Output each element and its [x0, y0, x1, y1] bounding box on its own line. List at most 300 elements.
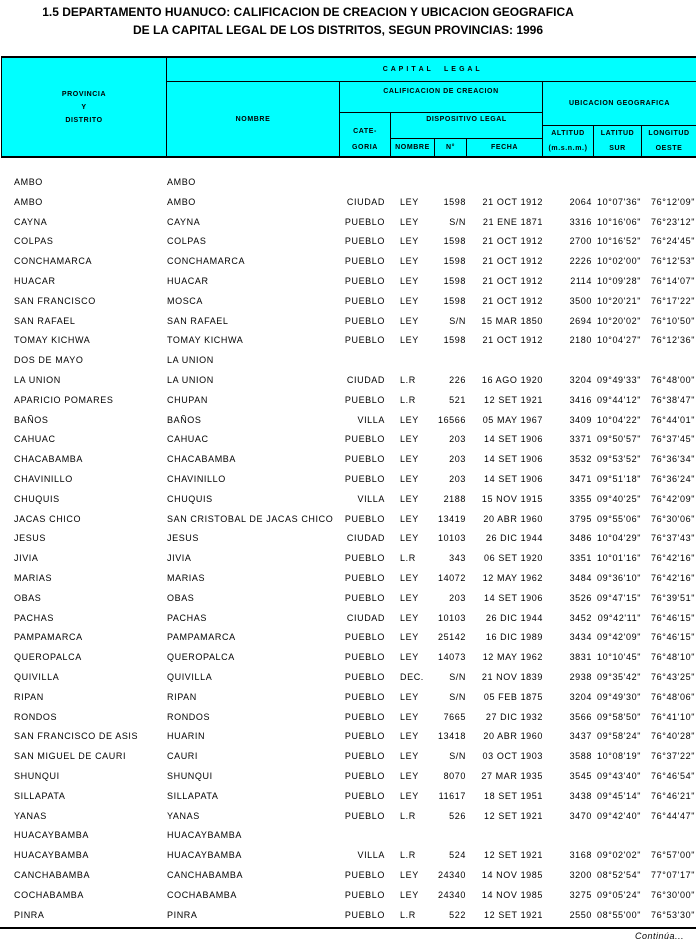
cell-latitud: 10°09'28"	[597, 276, 641, 286]
cell-categoria: PUEBLO	[344, 335, 385, 346]
cell-fecha: 26 DIC 1944	[485, 612, 543, 623]
cell-dispositivo-nombre: LEY	[400, 592, 419, 603]
cell-capital-nombre: LA UNION	[167, 375, 214, 385]
cell-fecha: 16 AGO 1920	[481, 375, 543, 385]
cell-capital-nombre: CHAVINILLO	[167, 474, 226, 484]
cell-categoria: PUEBLO	[344, 454, 385, 465]
cell-latitud: 10°01'16"	[597, 553, 641, 564]
cell-longitud: 76°14'07"	[651, 276, 695, 286]
cell-capital-nombre: BAÑOS	[167, 414, 202, 425]
cell-altitud: 3438	[569, 790, 592, 801]
cell-provincia-distrito: HUACAYBAMBA	[14, 830, 89, 841]
cell-categoria: PUEBLO	[344, 295, 385, 306]
cell-capital-nombre: CHUQUIS	[167, 493, 213, 504]
cell-longitud: 76°30'06"	[651, 513, 695, 524]
cell-provincia-distrito: CHAVINILLO	[14, 474, 73, 484]
cell-altitud: 3532	[569, 454, 592, 465]
cell-longitud: 76°48'10"	[651, 652, 695, 663]
cell-provincia-distrito: SHUNQUI	[14, 771, 60, 781]
cell-dispositivo-numero: 8070	[443, 771, 466, 781]
table-row	[0, 510, 696, 528]
header-nombre: NOMBRE	[166, 81, 339, 156]
cell-categoria: VILLA	[357, 414, 385, 425]
cell-provincia-distrito: YANAS	[14, 810, 47, 821]
cell-latitud: 08°55'00"	[597, 909, 641, 920]
cell-categoria: PUEBLO	[344, 889, 385, 900]
cell-categoria: PUEBLO	[344, 810, 385, 821]
cell-altitud: 2180	[569, 335, 592, 346]
cell-latitud: 09°43'40"	[597, 771, 641, 781]
cell-dispositivo-numero: S/N	[449, 751, 466, 762]
cell-dispositivo-nombre: LEY	[400, 196, 419, 207]
continua-note: Continúa...	[634, 931, 684, 941]
cell-fecha: 14 NOV 1985	[481, 870, 543, 880]
cell-provincia-distrito: APARICIO POMARES	[14, 394, 114, 405]
cell-capital-nombre: RIPAN	[167, 691, 197, 702]
header-latitud-sub: SUR	[609, 145, 626, 152]
cell-dispositivo-nombre: LEY	[400, 493, 419, 504]
cell-latitud: 09°40'25"	[597, 493, 641, 504]
cell-dispositivo-nombre: LEY	[400, 276, 419, 286]
table-row	[0, 628, 696, 646]
cell-categoria: CIUDAD	[346, 375, 385, 385]
cell-altitud: 2226	[569, 256, 592, 267]
cell-capital-nombre: CANCHABAMBA	[167, 870, 244, 880]
cell-dispositivo-numero: 1598	[443, 295, 466, 306]
header-altitud-label: ALTITUD	[551, 130, 585, 137]
header-ubicacion: UBICACION GEOGRAFICA	[542, 81, 696, 125]
table-row	[0, 490, 696, 508]
header-dispositivo: DISPOSITIVO LEGAL	[390, 112, 542, 138]
cell-provincia-distrito: COLPAS	[14, 236, 54, 247]
title-line-1: 1.5 DEPARTAMENTO HUANUCO: CALIFICACION DE CREACION Y UBICACION GEOGRAFICA	[42, 5, 574, 19]
cell-latitud: 08°52'54"	[597, 870, 641, 880]
cell-dispositivo-numero: 10103	[437, 612, 466, 623]
cell-dispositivo-nombre: LEY	[400, 256, 419, 267]
cell-dispositivo-nombre: LEY	[400, 632, 419, 643]
cell-fecha: 14 SET 1906	[484, 434, 543, 445]
cell-capital-nombre: COCHABAMBA	[167, 889, 238, 900]
cell-capital-nombre: COLPAS	[167, 236, 207, 247]
cell-fecha: 27 MAR 1935	[481, 771, 543, 781]
cell-fecha: 12 SET 1921	[484, 810, 543, 821]
cell-longitud: 76°24'45"	[651, 236, 695, 247]
cell-fecha: 20 ABR 1960	[483, 731, 543, 742]
cell-dispositivo-nombre: LEY	[400, 751, 419, 762]
header-goria-label: GORIA	[352, 143, 378, 151]
cell-categoria: VILLA	[357, 493, 385, 504]
cell-categoria: PUEBLO	[344, 276, 385, 286]
cell-categoria: PUEBLO	[344, 672, 385, 682]
header-provincia-label: PROVINCIA	[61, 90, 107, 98]
cell-categoria: PUEBLO	[344, 513, 385, 524]
cell-fecha: 14 SET 1906	[484, 474, 543, 484]
cell-altitud: 2938	[569, 672, 592, 682]
cell-longitud: 76°53'30"	[651, 909, 695, 920]
cell-dispositivo-numero: S/N	[449, 672, 466, 682]
cell-altitud: 3275	[569, 889, 592, 900]
cell-provincia-distrito: AMBO	[14, 177, 43, 187]
cell-longitud: 76°57'00"	[651, 850, 695, 861]
cell-provincia-distrito: SAN RAFAEL	[14, 315, 76, 326]
table-row	[0, 411, 696, 429]
cell-categoria: PUEBLO	[344, 256, 385, 267]
footer-rule	[0, 927, 696, 929]
cell-longitud: 77°07'17"	[651, 870, 695, 880]
table-row	[0, 727, 696, 745]
cell-altitud: 3526	[569, 592, 592, 603]
cell-capital-nombre: MOSCA	[167, 295, 204, 306]
cell-fecha: 05 MAY 1967	[482, 414, 543, 425]
cell-capital-nombre: CHACABAMBA	[167, 454, 237, 465]
cell-categoria: PUEBLO	[344, 751, 385, 762]
cell-altitud: 3200	[569, 870, 592, 880]
cell-latitud: 09°51'18"	[597, 474, 641, 484]
cell-fecha: 05 FEB 1875	[483, 691, 543, 702]
cell-provincia-distrito: CHACABAMBA	[14, 454, 84, 465]
table-row	[0, 272, 696, 290]
cell-longitud: 76°48'06"	[651, 691, 695, 702]
cell-dispositivo-numero: 16566	[437, 414, 466, 425]
cell-provincia-distrito: CHUQUIS	[14, 493, 60, 504]
cell-capital-nombre: CAHUAC	[167, 434, 209, 445]
cell-longitud: 76°38'47"	[651, 394, 695, 405]
cell-fecha: 15 NOV 1915	[481, 493, 543, 504]
cell-dispositivo-nombre: LEY	[400, 236, 419, 247]
header-fecha: FECHA	[466, 138, 542, 156]
cell-latitud: 09°55'06"	[597, 513, 641, 524]
cell-provincia-distrito: DOS DE MAYO	[14, 355, 84, 366]
cell-dispositivo-numero: 203	[449, 592, 466, 603]
cell-categoria: PUEBLO	[344, 771, 385, 781]
cell-altitud: 3204	[569, 691, 592, 702]
cell-dispositivo-numero: 10103	[437, 533, 466, 544]
cell-longitud: 76°40'28"	[651, 731, 695, 742]
cell-capital-nombre: PINRA	[167, 909, 198, 920]
cell-latitud: 09°53'52"	[597, 454, 641, 465]
cell-longitud: 76°37'22"	[651, 751, 695, 762]
cell-dispositivo-numero: 203	[449, 434, 466, 445]
cell-dispositivo-nombre: L.R	[400, 850, 416, 861]
cell-categoria: PUEBLO	[344, 592, 385, 603]
cell-latitud: 10°16'52"	[597, 236, 641, 247]
cell-dispositivo-nombre: L.R	[400, 810, 416, 821]
cell-fecha: 21 OCT 1912	[482, 196, 543, 207]
cell-longitud: 76°46'54"	[651, 771, 695, 781]
cell-altitud: 3351	[569, 553, 592, 564]
cell-fecha: 12 SET 1921	[484, 394, 543, 405]
cell-capital-nombre: SAN CRISTOBAL DE JACAS CHICO	[167, 513, 334, 524]
cell-dispositivo-numero: 343	[449, 553, 466, 564]
cell-provincia-distrito: SAN FRANCISCO	[14, 295, 96, 306]
cell-categoria: PUEBLO	[344, 474, 385, 484]
cell-longitud: 76°36'34"	[651, 454, 695, 465]
cell-longitud: 76°37'43"	[651, 533, 695, 544]
header-cate-label: CATE-	[353, 127, 377, 135]
cell-capital-nombre: RONDOS	[167, 711, 211, 722]
cell-fecha: 12 MAY 1962	[482, 652, 543, 663]
cell-longitud: 76°30'00"	[651, 889, 695, 900]
header-y-label: Y	[81, 103, 87, 111]
cell-longitud: 76°37'45"	[651, 434, 695, 445]
cell-dispositivo-numero: 2188	[443, 493, 466, 504]
cell-provincia-distrito: COCHABAMBA	[14, 889, 85, 900]
table-row	[0, 846, 696, 864]
header-altitud-unit: (m.s.n.m.)	[548, 145, 588, 152]
cell-capital-nombre: OBAS	[167, 592, 195, 603]
cell-longitud: 76°23'12"	[651, 216, 695, 227]
cell-fecha: 21 OCT 1912	[482, 236, 543, 247]
cell-provincia-distrito: QUEROPALCA	[14, 652, 82, 663]
cell-dispositivo-nombre: LEY	[400, 434, 419, 445]
header-capital-legal: C A P I T A L L E G A L	[166, 58, 696, 81]
table-row	[0, 351, 696, 369]
cell-altitud: 3486	[569, 533, 592, 544]
table-row	[0, 371, 696, 389]
cell-dispositivo-nombre: LEY	[400, 711, 419, 722]
cell-dispositivo-numero: 522	[449, 909, 466, 920]
cell-altitud: 3588	[569, 751, 592, 762]
cell-altitud: 3204	[569, 375, 592, 385]
cell-altitud: 3355	[569, 493, 592, 504]
cell-capital-nombre: YANAS	[167, 810, 200, 821]
cell-capital-nombre: AMBO	[167, 196, 196, 207]
cell-dispositivo-numero: S/N	[449, 216, 466, 227]
cell-dispositivo-numero: 521	[449, 394, 466, 405]
cell-categoria: PUEBLO	[344, 870, 385, 880]
cell-provincia-distrito: HUACAR	[14, 276, 56, 286]
cell-categoria: VILLA	[357, 850, 385, 861]
cell-fecha: 21 OCT 1912	[482, 276, 543, 286]
cell-categoria: CIUDAD	[346, 533, 385, 544]
table-row	[0, 747, 696, 765]
cell-capital-nombre: HUARIN	[167, 731, 206, 742]
cell-categoria: PUEBLO	[344, 236, 385, 247]
cell-provincia-distrito: SAN MIGUEL DE CAURI	[14, 751, 127, 762]
cell-latitud: 10°16'06"	[597, 216, 641, 227]
cell-longitud: 76°42'16"	[651, 553, 695, 564]
cell-categoria: PUEBLO	[344, 652, 385, 663]
cell-longitud: 76°42'09"	[651, 493, 695, 504]
cell-provincia-distrito: PAMPAMARCA	[14, 632, 83, 643]
cell-fecha: 27 DIC 1932	[485, 711, 543, 722]
cell-categoria: PUEBLO	[344, 909, 385, 920]
cell-provincia-distrito: CONCHAMARCA	[14, 256, 93, 267]
table-row	[0, 252, 696, 270]
cell-fecha: 03 OCT 1903	[482, 751, 543, 762]
cell-altitud: 2694	[569, 315, 592, 326]
cell-categoria: PUEBLO	[344, 315, 385, 326]
cell-dispositivo-nombre: LEY	[400, 513, 419, 524]
cell-latitud: 09°36'10"	[597, 573, 641, 583]
cell-altitud: 3471	[569, 474, 592, 484]
cell-fecha: 12 SET 1921	[484, 850, 543, 861]
cell-capital-nombre: PAMPAMARCA	[167, 632, 236, 643]
cell-dispositivo-numero: 524	[449, 850, 466, 861]
cell-longitud: 76°12'36"	[651, 335, 695, 346]
cell-latitud: 09°35'42"	[597, 672, 641, 682]
table-row	[0, 430, 696, 448]
header-longitud-label: LONGITUD	[648, 130, 690, 137]
header-latitud	[593, 125, 641, 156]
table-row	[0, 589, 696, 607]
cell-provincia-distrito: OBAS	[14, 592, 42, 603]
cell-provincia-distrito: AMBO	[14, 196, 43, 207]
table-row	[0, 529, 696, 547]
cell-capital-nombre: CHUPAN	[167, 394, 208, 405]
cell-latitud: 10°04'22"	[597, 414, 641, 425]
cell-capital-nombre: HUACAYBAMBA	[167, 830, 242, 841]
cell-altitud: 3831	[569, 652, 592, 663]
cell-altitud: 3409	[569, 414, 592, 425]
cell-capital-nombre: QUEROPALCA	[167, 652, 235, 663]
cell-dispositivo-nombre: DEC.	[400, 672, 424, 682]
header-longitud-sub: OESTE	[655, 145, 683, 152]
cell-dispositivo-nombre: LEY	[400, 612, 419, 623]
table-row	[0, 688, 696, 706]
table-row	[0, 391, 696, 409]
header-disp-nombre: NOMBRE	[390, 138, 434, 156]
cell-capital-nombre: TOMAY KICHWA	[167, 335, 244, 346]
cell-longitud: 76°46'21"	[651, 790, 695, 801]
cell-provincia-distrito: PACHAS	[14, 612, 54, 623]
table-row	[0, 312, 696, 330]
cell-dispositivo-nombre: LEY	[400, 414, 419, 425]
cell-latitud: 09°50'57"	[597, 434, 641, 445]
cell-categoria: PUEBLO	[344, 553, 385, 564]
cell-capital-nombre: CONCHAMARCA	[167, 256, 246, 267]
table-row	[0, 807, 696, 825]
header-calificacion: CALIFICACION DE CREACION	[339, 81, 542, 112]
cell-dispositivo-numero: S/N	[449, 315, 466, 326]
cell-longitud: 76°17'22"	[651, 295, 695, 306]
cell-dispositivo-numero: 14073	[437, 652, 466, 663]
table-row	[0, 668, 696, 686]
cell-latitud: 09°49'30"	[597, 691, 641, 702]
table-row	[0, 450, 696, 468]
cell-fecha: 16 DIC 1989	[485, 632, 543, 643]
cell-latitud: 09°42'09"	[597, 632, 641, 643]
cell-provincia-distrito: MARIAS	[14, 573, 53, 583]
cell-dispositivo-nombre: LEY	[400, 870, 419, 880]
cell-dispositivo-nombre: LEY	[400, 889, 419, 900]
cell-altitud: 3437	[569, 731, 592, 742]
cell-fecha: 06 SET 1920	[484, 553, 543, 564]
cell-altitud: 2550	[569, 909, 592, 920]
cell-capital-nombre: CAYNA	[167, 216, 201, 227]
cell-fecha: 12 SET 1921	[484, 909, 543, 920]
cell-dispositivo-nombre: LEY	[400, 295, 419, 306]
cell-altitud: 2114	[570, 276, 592, 286]
cell-latitud: 10°08'19"	[597, 751, 641, 762]
cell-categoria: PUEBLO	[344, 573, 385, 583]
table-row	[0, 708, 696, 726]
table-row	[0, 173, 696, 191]
cell-categoria: PUEBLO	[344, 790, 385, 801]
cell-capital-nombre: MARIAS	[167, 573, 206, 583]
cell-categoria: PUEBLO	[344, 394, 385, 405]
table-row	[0, 470, 696, 488]
cell-latitud: 10°20'21"	[597, 295, 641, 306]
cell-categoria: CIUDAD	[346, 612, 385, 623]
title-line-2: DE LA CAPITAL LEGAL DE LOS DISTRITOS, SEGUN PROVINCIAS: 1996	[132, 23, 544, 37]
cell-provincia-distrito: RIPAN	[14, 691, 44, 702]
cell-capital-nombre: HUACAYBAMBA	[167, 850, 242, 861]
cell-dispositivo-nombre: L.R	[400, 553, 416, 564]
cell-dispositivo-numero: 7665	[443, 711, 466, 722]
cell-latitud: 10°10'45"	[597, 652, 641, 663]
cell-dispositivo-nombre: L.R	[400, 394, 416, 405]
table-row	[0, 787, 696, 805]
header-latitud-label: LATITUD	[600, 130, 635, 137]
cell-provincia-distrito: TOMAY KICHWA	[14, 335, 91, 346]
cell-fecha: 26 DIC 1944	[485, 533, 543, 544]
cell-fecha: 21 OCT 1912	[482, 295, 543, 306]
table-row	[0, 569, 696, 587]
cell-altitud: 3795	[569, 513, 592, 524]
cell-capital-nombre: JESUS	[167, 533, 200, 544]
cell-fecha: 21 OCT 1912	[482, 335, 543, 346]
cell-dispositivo-numero: 13419	[437, 513, 466, 524]
cell-provincia-distrito: PINRA	[14, 909, 45, 920]
cell-latitud: 09°58'24"	[597, 731, 641, 742]
cell-dispositivo-nombre: LEY	[400, 454, 419, 465]
cell-altitud: 3566	[569, 711, 592, 722]
cell-capital-nombre: SILLAPATA	[167, 790, 219, 801]
cell-provincia-distrito: HUACAYBAMBA	[14, 850, 89, 861]
cell-dispositivo-numero: 14072	[437, 573, 466, 583]
cell-latitud: 10°02'00"	[597, 256, 641, 267]
cell-fecha: 12 MAY 1962	[482, 573, 543, 583]
cell-provincia-distrito: SAN FRANCISCO DE ASIS	[14, 731, 139, 742]
cell-altitud: 3416	[569, 394, 592, 405]
cell-altitud: 2064	[569, 196, 592, 207]
cell-provincia-distrito: QUIVILLA	[14, 672, 60, 682]
cell-dispositivo-numero: 1598	[443, 335, 466, 346]
cell-dispositivo-numero: 11617	[438, 790, 466, 801]
cell-dispositivo-numero: 1598	[443, 196, 466, 207]
cell-categoria: PUEBLO	[344, 434, 385, 445]
cell-dispositivo-nombre: L.R	[400, 909, 416, 920]
cell-capital-nombre: JIVIA	[167, 553, 192, 564]
cell-latitud: 10°04'29"	[597, 533, 641, 544]
table-row	[0, 648, 696, 666]
cell-latitud: 10°20'02"	[597, 315, 641, 326]
cell-dispositivo-nombre: LEY	[400, 790, 419, 801]
cell-latitud: 09°47'15"	[597, 592, 641, 603]
header-distrito-label: DISTRITO	[65, 116, 103, 124]
cell-longitud: 76°43'25"	[651, 672, 695, 682]
cell-longitud: 76°10'50"	[651, 315, 695, 326]
cell-fecha: 15 MAR 1850	[481, 315, 543, 326]
cell-dispositivo-numero: 1598	[443, 256, 466, 267]
cell-dispositivo-numero: 1598	[443, 276, 466, 286]
cell-dispositivo-nombre: LEY	[400, 573, 419, 583]
header-numero: N°	[434, 138, 466, 156]
cell-categoria: PUEBLO	[344, 731, 385, 742]
cell-fecha: 14 SET 1906	[484, 454, 543, 465]
cell-provincia-distrito: RONDOS	[14, 711, 58, 722]
cell-fecha: 14 SET 1906	[484, 592, 543, 603]
table-row	[0, 549, 696, 567]
header-categoria	[339, 112, 390, 156]
cell-altitud: 3316	[569, 216, 592, 227]
cell-capital-nombre: PACHAS	[167, 612, 207, 623]
cell-latitud: 09°42'40"	[597, 810, 641, 821]
cell-provincia-distrito: LA UNION	[14, 375, 61, 385]
table-row	[0, 331, 696, 349]
cell-dispositivo-numero: 203	[449, 454, 466, 465]
